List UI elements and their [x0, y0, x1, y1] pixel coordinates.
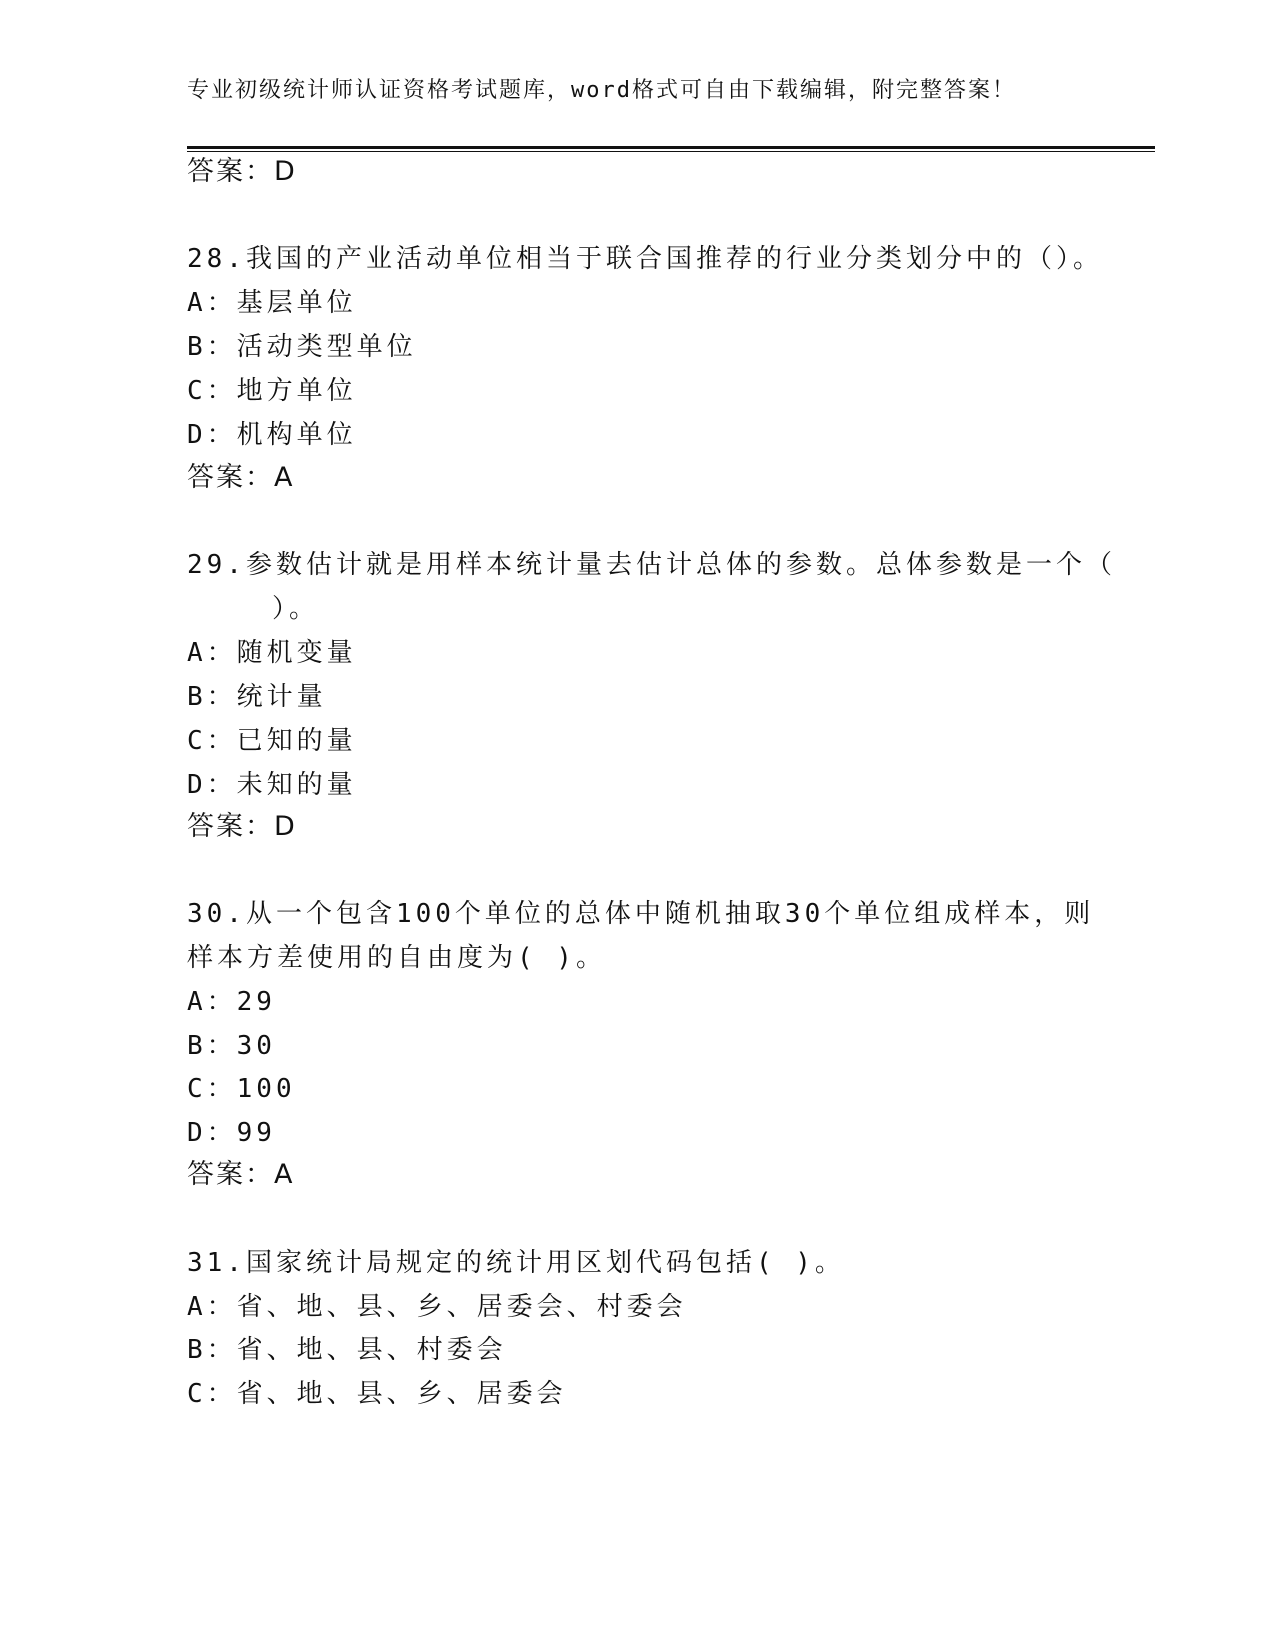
question-text: 参数估计就是用样本统计量去估计总体的参数。总体参数是一个（ [245, 550, 1116, 580]
question-text: 我国的产业活动单位相当于联合国推荐的行业分类划分中的（）。 [245, 244, 1103, 274]
question-text-continued: 样本方差使用的自由度为( )。 [187, 943, 606, 973]
answer: 答案：A [187, 462, 295, 493]
option-d: D：未知的量 [187, 770, 357, 800]
answer: 答案：D [187, 811, 297, 842]
answer: 答案：A [187, 1159, 295, 1190]
question-text: 国家统计局规定的统计用区划代码包括( )。 [245, 1248, 845, 1278]
option-b: B：30 [187, 1031, 276, 1061]
question-30-stem [187, 897, 1094, 931]
option-a: A：29 [187, 987, 276, 1017]
option-c: C：省、地、县、乡、居委会 [187, 1379, 567, 1409]
question-31-stem [187, 1246, 845, 1280]
option-a: A：省、地、县、乡、居委会、村委会 [187, 1292, 687, 1322]
option-d: D：机构单位 [187, 420, 357, 450]
option-c: C：地方单位 [187, 376, 357, 406]
question-number: 29. [187, 550, 246, 580]
option-c: C：已知的量 [187, 726, 357, 756]
option-c: C：100 [187, 1074, 296, 1104]
option-b: B：省、地、县、村委会 [187, 1335, 507, 1365]
question-text: 从一个包含100个单位的总体中随机抽取30个单位组成样本，则 [245, 899, 1095, 929]
question-number: 30. [187, 899, 246, 929]
header-divider [187, 146, 1155, 152]
question-number: 28. [187, 244, 246, 274]
page-header: 专业初级统计师认证资格考试题库，word格式可自由下载编辑，附完整答案！ [187, 78, 1016, 103]
question-29-stem [187, 548, 1116, 582]
option-a: A：基层单位 [187, 288, 357, 318]
option-b: B：活动类型单位 [187, 332, 417, 362]
question-text-continued: ）。 [272, 594, 320, 624]
option-a: A：随机变量 [187, 638, 357, 668]
previous-answer: 答案：D [187, 156, 297, 187]
question-28-stem [187, 242, 1103, 276]
question-number: 31. [187, 1248, 246, 1278]
option-d: D：99 [187, 1118, 276, 1148]
option-b: B：统计量 [187, 682, 327, 712]
